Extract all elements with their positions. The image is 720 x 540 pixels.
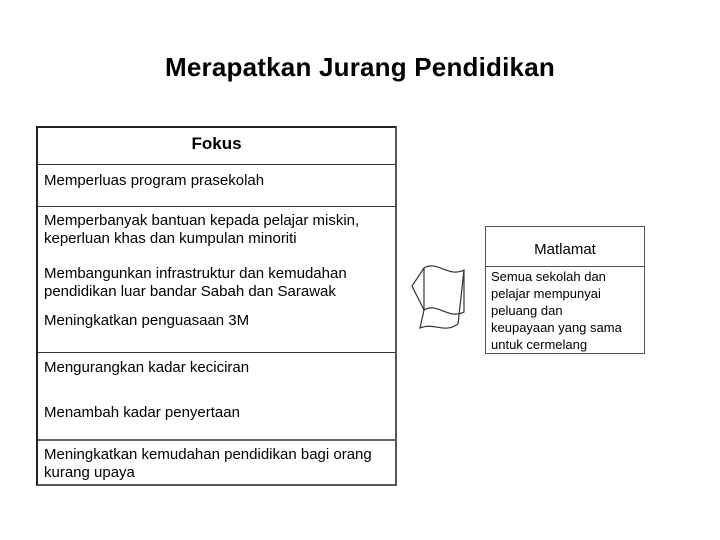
fokus-table [36, 126, 397, 486]
matlamat-line: Semua sekolah dan [491, 269, 606, 284]
fokus-row [38, 312, 395, 330]
fokus-row [38, 265, 395, 301]
fokus-row [38, 404, 395, 422]
fokus-row-text: Membangunkan infrastruktur dan kemudahan [44, 265, 347, 282]
wavy-arrow-icon [410, 262, 472, 334]
fokus-row-text: pendidikan luar bandar Sabah dan Sarawak [44, 283, 336, 300]
fokus-row-text: Meningkatkan penguasaan 3M [44, 312, 250, 329]
fokus-row-text: Meningkatkan kemudahan pendidikan bagi orang [44, 446, 372, 463]
row-divider [38, 439, 395, 441]
fokus-row [38, 359, 395, 377]
fokus-row-text: Menambah kadar penyertaan [44, 404, 240, 421]
page-title: Merapatkan Jurang Pendidikan [165, 52, 555, 82]
fokus-row [38, 212, 395, 248]
fokus-header: Fokus [38, 128, 395, 165]
fokus-row-text: kurang upaya [44, 464, 135, 481]
matlamat-line: keupayaan yang sama [491, 320, 622, 335]
fokus-row-text: Memperbanyak bantuan kepada pelajar miskin, [44, 212, 360, 229]
matlamat-text [491, 268, 643, 353]
fokus-row-text: Memperluas program prasekolah [44, 172, 265, 189]
matlamat-header: Matlamat [486, 227, 644, 267]
fokus-row [38, 172, 395, 190]
row-divider [38, 352, 395, 353]
fokus-row [38, 446, 395, 482]
matlamat-line: peluang dan [491, 303, 563, 318]
row-divider [38, 206, 395, 207]
fokus-row-text: keperluan khas dan kumpulan minoriti [44, 230, 297, 247]
matlamat-box [485, 226, 645, 354]
matlamat-line: untuk cermelang [491, 337, 588, 352]
fokus-row-text: Mengurangkan kadar keciciran [44, 359, 250, 376]
matlamat-line: pelajar mempunyai [491, 286, 601, 301]
